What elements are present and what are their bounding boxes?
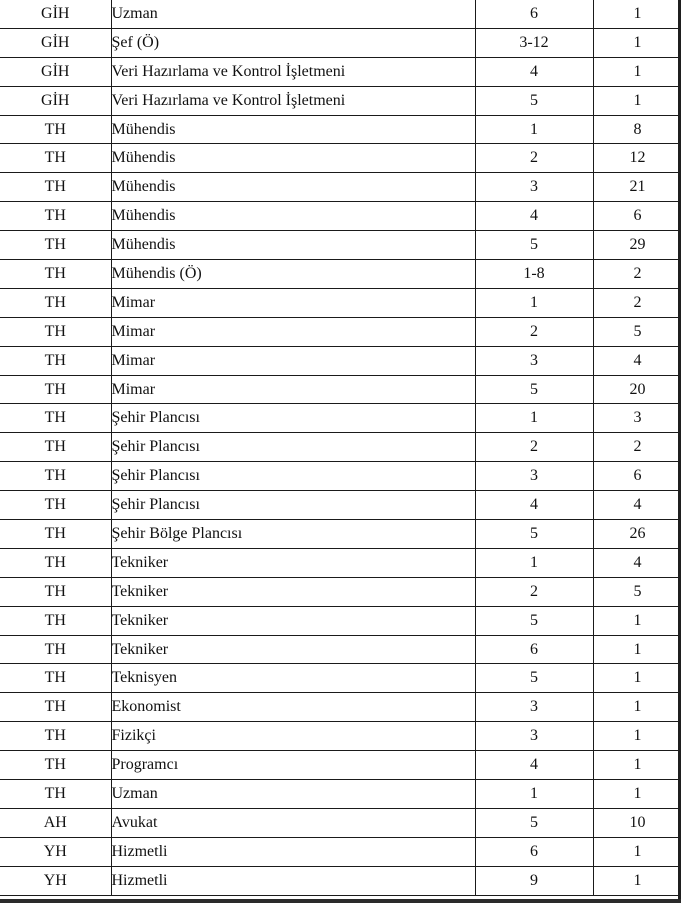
table-row <box>0 693 681 722</box>
position-title-cell: Mühendis <box>111 173 475 202</box>
service-class-cell: GİH <box>0 28 111 57</box>
service-class-cell: TH <box>0 144 111 173</box>
grade-cell: 3 <box>475 173 593 202</box>
grade-cell: 2 <box>475 577 593 606</box>
count-cell: 20 <box>593 375 681 404</box>
count-cell: 26 <box>593 520 681 549</box>
service-class-cell: TH <box>0 231 111 260</box>
service-class-cell: TH <box>0 346 111 375</box>
service-class-cell: TH <box>0 491 111 520</box>
position-title-cell: Şehir Plancısı <box>111 404 475 433</box>
position-title-cell: Şehir Bölge Plancısı <box>111 520 475 549</box>
table-row <box>0 780 681 809</box>
grade-cell: 2 <box>475 433 593 462</box>
grade-cell: 1 <box>475 115 593 144</box>
count-cell: 6 <box>593 202 681 231</box>
position-title-cell: Ekonomist <box>111 693 475 722</box>
position-title-cell: Mühendis (Ö) <box>111 260 475 289</box>
table-row <box>0 664 681 693</box>
position-title-cell: Mühendis <box>111 202 475 231</box>
grade-cell: 5 <box>475 375 593 404</box>
count-cell: 2 <box>593 260 681 289</box>
count-cell: 1 <box>593 866 681 895</box>
count-cell: 10 <box>593 808 681 837</box>
position-title-cell: Şehir Plancısı <box>111 462 475 491</box>
position-title-cell: Mimar <box>111 317 475 346</box>
table-row <box>0 635 681 664</box>
position-title-cell: Tekniker <box>111 577 475 606</box>
table-row <box>0 231 681 260</box>
count-cell: 3 <box>593 404 681 433</box>
grade-cell: 3 <box>475 693 593 722</box>
count-cell: 1 <box>593 57 681 86</box>
count-cell: 12 <box>593 144 681 173</box>
table-row <box>0 375 681 404</box>
service-class-cell: TH <box>0 462 111 491</box>
service-class-cell: YH <box>0 866 111 895</box>
service-class-cell: AH <box>0 808 111 837</box>
count-cell: 8 <box>593 115 681 144</box>
service-class-cell: TH <box>0 433 111 462</box>
position-title-cell: Mühendis <box>111 115 475 144</box>
grade-cell: 3 <box>475 346 593 375</box>
grade-cell: 5 <box>475 664 593 693</box>
table-row <box>0 317 681 346</box>
grade-cell: 2 <box>475 317 593 346</box>
grade-cell: 5 <box>475 808 593 837</box>
table-row <box>0 606 681 635</box>
service-class-cell: TH <box>0 202 111 231</box>
grade-cell: 1 <box>475 780 593 809</box>
service-class-cell: TH <box>0 635 111 664</box>
service-class-cell: TH <box>0 577 111 606</box>
position-title-cell: Uzman <box>111 0 475 28</box>
count-cell: 1 <box>593 751 681 780</box>
table-row <box>0 491 681 520</box>
grade-cell: 1 <box>475 288 593 317</box>
service-class-cell: TH <box>0 173 111 202</box>
service-class-cell: TH <box>0 520 111 549</box>
grade-cell: 9 <box>475 866 593 895</box>
table-row <box>0 577 681 606</box>
grade-cell: 3-12 <box>475 28 593 57</box>
table-row <box>0 202 681 231</box>
service-class-cell: TH <box>0 548 111 577</box>
grade-cell: 6 <box>475 635 593 664</box>
count-cell: 6 <box>593 462 681 491</box>
count-cell: 1 <box>593 780 681 809</box>
count-cell: 1 <box>593 722 681 751</box>
position-title-cell: Programcı <box>111 751 475 780</box>
service-class-cell: TH <box>0 780 111 809</box>
service-class-cell: YH <box>0 837 111 866</box>
count-cell: 1 <box>593 28 681 57</box>
service-class-cell: GİH <box>0 57 111 86</box>
count-cell: 1 <box>593 693 681 722</box>
table-row <box>0 115 681 144</box>
table-row <box>0 260 681 289</box>
service-class-cell: TH <box>0 260 111 289</box>
position-title-cell: Tekniker <box>111 606 475 635</box>
table-row <box>0 866 681 895</box>
count-cell: 1 <box>593 0 681 28</box>
service-class-cell: TH <box>0 404 111 433</box>
table-row <box>0 462 681 491</box>
table-row <box>0 404 681 433</box>
table-row <box>0 86 681 115</box>
count-cell: 1 <box>593 635 681 664</box>
service-class-cell: TH <box>0 751 111 780</box>
position-title-cell: Mimar <box>111 375 475 404</box>
grade-cell: 1 <box>475 548 593 577</box>
position-title-cell: Mühendis <box>111 231 475 260</box>
count-cell: 5 <box>593 317 681 346</box>
position-title-cell: Mühendis <box>111 144 475 173</box>
service-class-cell: GİH <box>0 86 111 115</box>
service-class-cell: GİH <box>0 0 111 28</box>
count-cell: 4 <box>593 491 681 520</box>
position-title-cell: Uzman <box>111 780 475 809</box>
grade-cell: 5 <box>475 86 593 115</box>
grade-cell: 2 <box>475 144 593 173</box>
grade-cell: 1 <box>475 404 593 433</box>
position-title-cell: Tekniker <box>111 548 475 577</box>
service-class-cell: TH <box>0 375 111 404</box>
position-title-cell: Mimar <box>111 288 475 317</box>
table-row <box>0 57 681 86</box>
count-cell: 2 <box>593 288 681 317</box>
table-row <box>0 346 681 375</box>
grade-cell: 4 <box>475 57 593 86</box>
table-row <box>0 144 681 173</box>
page-bottom-edge <box>0 899 681 903</box>
table-row <box>0 751 681 780</box>
table-row <box>0 288 681 317</box>
table-row <box>0 837 681 866</box>
grade-cell: 4 <box>475 491 593 520</box>
count-cell: 1 <box>593 606 681 635</box>
grade-cell: 6 <box>475 837 593 866</box>
table-row <box>0 28 681 57</box>
grade-cell: 5 <box>475 606 593 635</box>
count-cell: 2 <box>593 433 681 462</box>
position-title-cell: Teknisyen <box>111 664 475 693</box>
service-class-cell: TH <box>0 606 111 635</box>
count-cell: 5 <box>593 577 681 606</box>
grade-cell: 1-8 <box>475 260 593 289</box>
count-cell: 21 <box>593 173 681 202</box>
grade-cell: 3 <box>475 462 593 491</box>
table-row <box>0 173 681 202</box>
service-class-cell: TH <box>0 664 111 693</box>
count-cell: 4 <box>593 548 681 577</box>
grade-cell: 4 <box>475 202 593 231</box>
grade-cell: 4 <box>475 751 593 780</box>
count-cell: 1 <box>593 86 681 115</box>
table-row <box>0 548 681 577</box>
position-title-cell: Şehir Plancısı <box>111 433 475 462</box>
position-title-cell: Veri Hazırlama ve Kontrol İşletmeni <box>111 86 475 115</box>
grade-cell: 5 <box>475 231 593 260</box>
grade-cell: 5 <box>475 520 593 549</box>
grade-cell: 6 <box>475 0 593 28</box>
position-title-cell: Avukat <box>111 808 475 837</box>
count-cell: 1 <box>593 664 681 693</box>
count-cell: 29 <box>593 231 681 260</box>
service-class-cell: TH <box>0 288 111 317</box>
service-class-cell: TH <box>0 317 111 346</box>
table-row <box>0 722 681 751</box>
table-row <box>0 433 681 462</box>
position-title-cell: Şehir Plancısı <box>111 491 475 520</box>
service-class-cell: TH <box>0 115 111 144</box>
count-cell: 1 <box>593 837 681 866</box>
position-title-cell: Hizmetli <box>111 866 475 895</box>
service-class-cell: TH <box>0 722 111 751</box>
table-row <box>0 808 681 837</box>
grade-cell: 3 <box>475 722 593 751</box>
position-title-cell: Fizikçi <box>111 722 475 751</box>
position-title-cell: Şef (Ö) <box>111 28 475 57</box>
position-title-cell: Mimar <box>111 346 475 375</box>
position-title-cell: Hizmetli <box>111 837 475 866</box>
position-title-cell: Veri Hazırlama ve Kontrol İşletmeni <box>111 57 475 86</box>
count-cell: 4 <box>593 346 681 375</box>
table-row <box>0 0 681 28</box>
position-title-cell: Tekniker <box>111 635 475 664</box>
service-class-cell: TH <box>0 693 111 722</box>
table-row <box>0 520 681 549</box>
